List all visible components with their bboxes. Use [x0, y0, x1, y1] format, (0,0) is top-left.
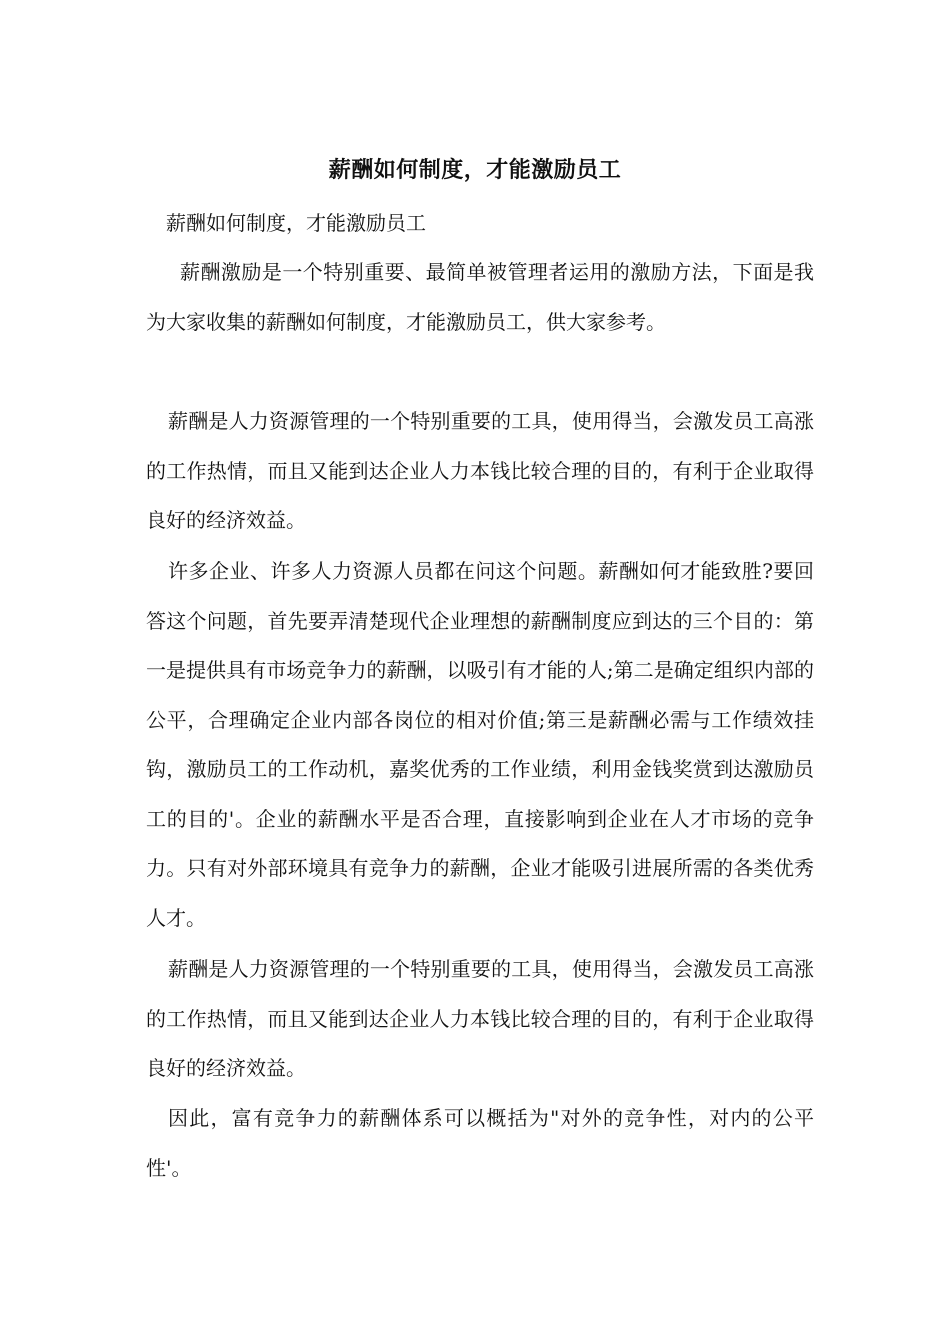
paragraph-three-goals: 许多企业、许多人力资源人员都在问这个问题。薪酬如何才能致胜?要回答这个问题，首先要弄清楚现代企业理想的薪酬制度应到达的三个目的：第一是提供具有市场竞争力的薪酬，以吸引有才能的人;第二是确定组织内部的公平，合理确定企业内部各岗位的相对价值;第三是薪酬必需与工作绩效挂钩，激励员工的工作动机，嘉奖优秀的工作业绩，利用金钱奖赏到达激励员工的目的'。企业的薪酬水平是否合理，直接影响到企业在人才市场的竞争力。只有对外部环境具有竞争力的薪酬，企业才能吸引进展所需的各类优秀人才。: [146, 559, 814, 930]
document-title: 薪酬如何制度，才能激励员工: [328, 157, 622, 183]
document-subtitle: 薪酬如何制度，才能激励员工: [166, 211, 426, 235]
paragraph-conclusion: 因此，富有竞争力的薪酬体系可以概括为"对外的竞争性，对内的公平性'。: [146, 1106, 814, 1180]
paragraph-salary-tool-repeat: 薪酬是人力资源管理的一个特别重要的工具，使用得当，会激发员工高涨的工作热情，而且又能到达企业人力本钱比较合理的目的，有利于企业取得良好的经济效益。: [146, 957, 814, 1080]
paragraph-intro: 薪酬激励是一个特别重要、最简单被管理者运用的激励方法，下面是我为大家收集的薪酬如何制度，才能激励员工，供大家参考。: [146, 260, 814, 334]
paragraph-salary-tool: 薪酬是人力资源管理的一个特别重要的工具，使用得当，会激发员工高涨的工作热情，而且又能到达企业人力本钱比较合理的目的，有利于企业取得良好的经济效益。: [146, 409, 814, 532]
